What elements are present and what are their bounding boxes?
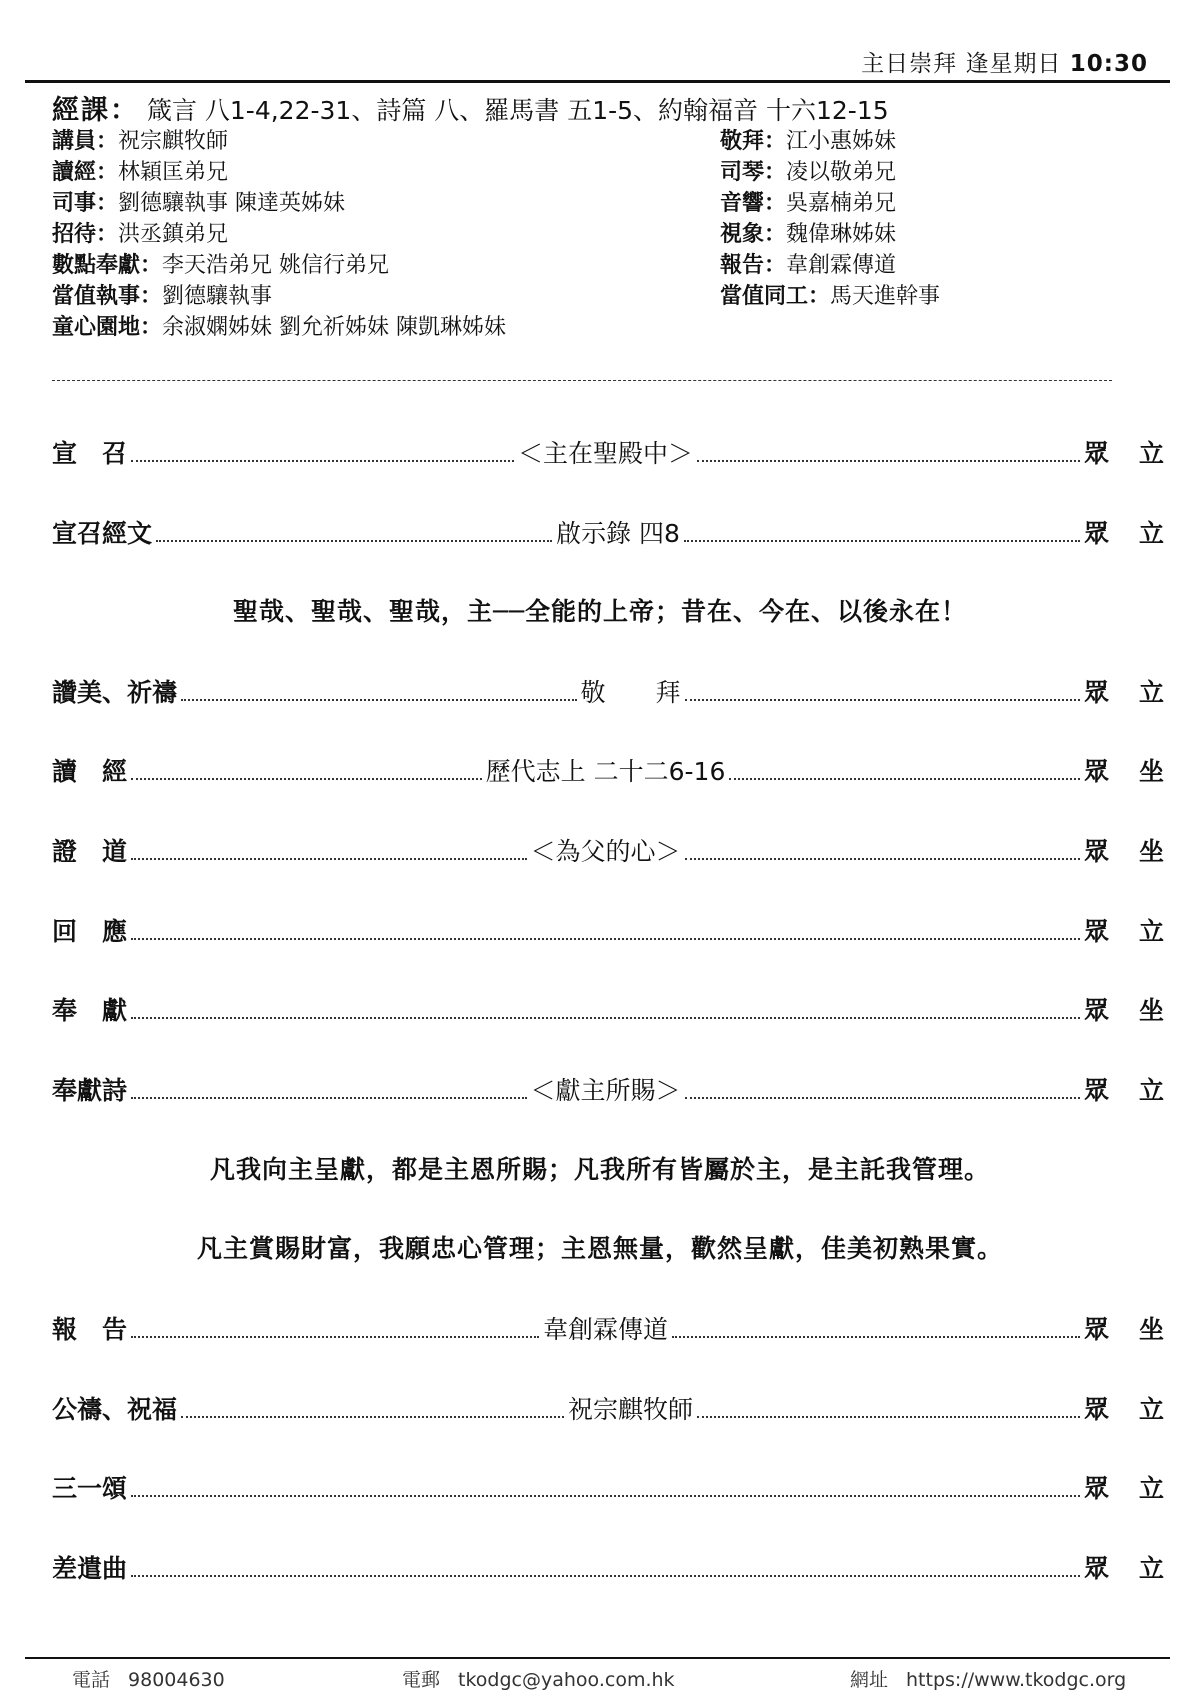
footer-email[interactable]: 電郵 tkodgc@yahoo.com.hk [402, 1669, 675, 1691]
role-piano: 司琴：凌以敬弟兄 [720, 160, 897, 185]
role-reading: 讀經：林穎匡弟兄 [52, 160, 229, 185]
bottom-rule [25, 1657, 1170, 1659]
order-row: 三一頌 眾 立 [52, 1474, 1164, 1503]
top-rule [25, 80, 1170, 83]
order-row: 奉獻詩 ＜獻主所賜＞ 眾 立 [52, 1076, 1164, 1105]
footer-website[interactable]: 網址 https://www.tkodgc.org [850, 1669, 1127, 1691]
role-sound: 音響：吳嘉楠弟兄 [720, 191, 897, 216]
order-row: 公禱、祝福 祝宗麒牧師 眾 立 [52, 1395, 1164, 1424]
role-announcement: 報告：韋創霖傳道 [720, 253, 897, 278]
role-welcome: 招待：洪丞鎮弟兄 [52, 222, 229, 247]
role-visual: 視象：魏偉琳姊妹 [720, 222, 897, 247]
order-row: 宣召經文 啟示錄 四8 眾 立 [52, 519, 1164, 548]
call-scripture-text: 聖哉、聖哉、聖哉，主──全能的上帝；昔在、今在、以後永在！ [232, 597, 968, 626]
role-worship: 敬拜：江小惠姊妹 [720, 129, 897, 154]
lesson-line [52, 88, 889, 127]
order-row: 回 應 眾 立 [52, 917, 1164, 946]
service-header [861, 45, 1148, 78]
role-speaker: 講員：祝宗麒牧師 [52, 129, 229, 154]
lesson-label: 經課： [52, 95, 139, 126]
offering-hymn-line-2: 凡主賞賜財富，我願忠心管理；主恩無量，歡然呈獻，佳美初熟果實。 [196, 1234, 1003, 1263]
offering-hymn-line-1: 凡我向主呈獻，都是主恩所賜；凡我所有皆屬於主，是主託我管理。 [209, 1155, 990, 1184]
footer-phone: 電話 98004630 [72, 1669, 225, 1691]
order-row: 差遣曲 眾 立 [52, 1554, 1164, 1583]
dashed-divider [52, 380, 1112, 381]
service-title: 主日崇拜 逢星期日 [861, 51, 1062, 77]
order-row: 證 道 ＜為父的心＞ 眾 坐 [52, 837, 1164, 866]
order-row: 宣 召 ＜主在聖殿中＞ 眾 立 [52, 439, 1164, 468]
role-children: 童心園地：余淑嫻姊妹 劉允祈姊妹 陳凱琳姊妹 [52, 315, 507, 340]
role-offering-count: 數點奉獻：李天浩弟兄 姚信行弟兄 [52, 253, 390, 278]
service-time: 10:30 [1069, 51, 1148, 77]
role-deacon-on-duty: 當值執事：劉德驤執事 [52, 284, 273, 309]
role-ushers: 司事：劉德驤執事 陳達英姊妹 [52, 191, 346, 216]
order-row: 奉 獻 眾 坐 [52, 996, 1164, 1025]
order-row: 讀 經 歷代志上 二十二6-16 眾 坐 [52, 757, 1165, 786]
order-row: 報 告 韋創霖傳道 眾 坐 [52, 1315, 1164, 1344]
lesson-text: 箴言 八1-4,22-31、詩篇 八、羅馬書 五1-5、約翰福音 十六12-15 [146, 96, 889, 125]
order-row: 讚美、祈禱 敬 拜 眾 立 [52, 678, 1164, 707]
role-staff-on-duty: 當值同工：馬天進幹事 [720, 284, 941, 309]
